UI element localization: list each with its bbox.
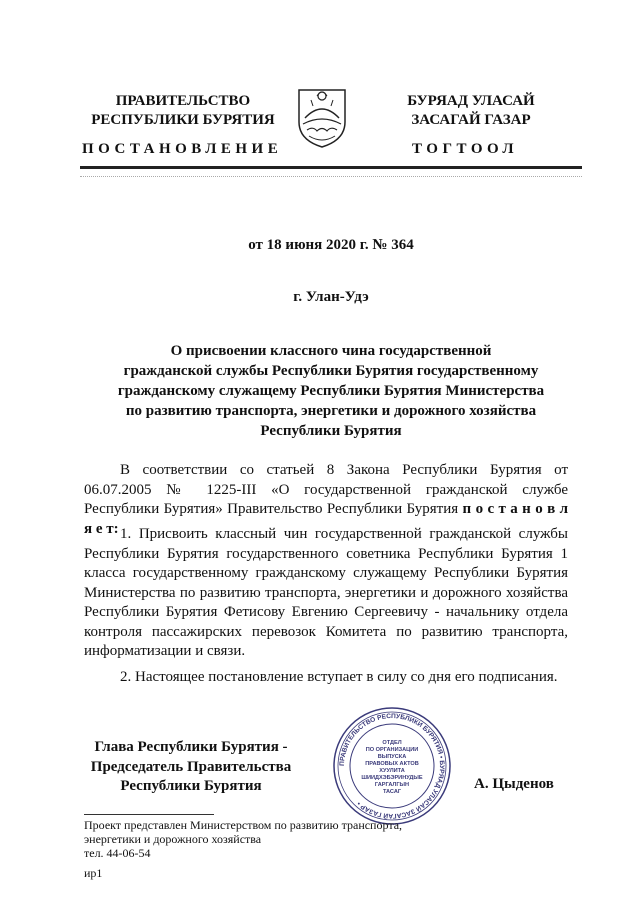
svg-text:ШИИДХЭБЭРИНУДЫЕ: ШИИДХЭБЭРИНУДЫЕ bbox=[361, 775, 423, 781]
official-seal-stamp bbox=[330, 704, 454, 828]
item-2: 2. Настоящее постановление вступает в силу со дня его подписания. bbox=[120, 669, 558, 685]
footnote-line: Проект представлен Министерством по развитию транспорта, bbox=[84, 818, 403, 832]
title-line: О присвоении классного чина государственной bbox=[170, 343, 492, 359]
svg-text:ПРАВОВЫХ АКТОВ: ПРАВОВЫХ АКТОВ bbox=[365, 761, 419, 767]
svg-text:ОТДЕЛ: ОТДЕЛ bbox=[382, 740, 402, 746]
gov-name-bur-line2: ЗАСАГАЙ ГАЗАР bbox=[411, 112, 531, 128]
doc-type-bur: ТОГТООЛ bbox=[412, 141, 519, 157]
title-line: гражданской службы Республики Бурятия государственному bbox=[123, 363, 539, 379]
signatory-title bbox=[84, 738, 298, 797]
gov-name-ru bbox=[88, 92, 278, 130]
header-rule bbox=[80, 166, 582, 169]
signatory-title-line: Республики Бурятия bbox=[120, 778, 262, 794]
preamble-text: В соответствии со статьей 8 Закона Республики Бурятия от 06.07.2005 № 1225-III «О государственной гражданской службе Республики Бурятия» Правительство Республики Бурятия bbox=[84, 462, 568, 517]
gov-name-ru-line1: ПРАВИТЕЛЬСТВО bbox=[115, 93, 251, 109]
footnote-rule bbox=[84, 814, 214, 815]
gov-name-bur-line1: БУРЯАД УЛАСАЙ bbox=[407, 93, 535, 109]
title-line: гражданскому служащему Республики Бурятия Министерства bbox=[117, 383, 545, 399]
footnote-line: энергетики и дорожного хозяйства bbox=[84, 832, 262, 846]
signatory-title-line: Глава Республики Бурятия - bbox=[94, 739, 288, 755]
title-line: Республики Бурятия bbox=[260, 423, 402, 439]
header-dotted-rule bbox=[80, 176, 582, 177]
coat-of-arms-emblem bbox=[295, 84, 349, 150]
svg-text:ВЫПУСКА: ВЫПУСКА bbox=[377, 754, 407, 760]
svg-text:ТАСАГ: ТАСАГ bbox=[382, 789, 402, 795]
document-code: ир1 bbox=[84, 866, 103, 880]
gov-name-bur bbox=[376, 92, 566, 130]
signatory-name: А. Цыденов bbox=[474, 776, 554, 792]
title-line: по развитию транспорта, энергетики и дорожного хозяйства bbox=[125, 403, 537, 419]
svg-text:ПРАВИТЕЛЬСТВО РЕСПУБЛИКИ БУРЯТ: ПРАВИТЕЛЬСТВО РЕСПУБЛИКИ БУРЯТИЯ • БУРЯАД УЛАСАЙ ЗАСАГАЙ ГАЗАР • bbox=[338, 712, 446, 820]
doc-type-ru: ПОСТАНОВЛЕНИЕ bbox=[82, 141, 283, 157]
signatory-title-line: Председатель Правительства bbox=[90, 758, 292, 775]
decree-word: п о с т а н о в л я е т: bbox=[84, 501, 569, 537]
svg-text:ХУУЛИТА: ХУУЛИТА bbox=[379, 768, 405, 774]
document-title bbox=[80, 341, 582, 441]
svg-text:ГАРГАЛГЫН: ГАРГАЛГЫН bbox=[374, 782, 410, 788]
city: г. Улан-Удэ bbox=[293, 289, 369, 305]
footnote bbox=[84, 818, 402, 860]
date-number: от 18 июня 2020 г. № 364 bbox=[248, 237, 414, 253]
footnote-phone: тел. 44-06-54 bbox=[84, 846, 151, 860]
item-1: 1. Присвоить классный чин государственной гражданской службы Республики Бурятия государственного советника Республики Бурятия 1 класса государственному гражданскому служащему Республики Бурятия Министерства по развитию транспорта, энергетики и дорожного хозяйства Республики Бурятия Фетисову Евгению Сергеевичу - начальнику отдела контроля пассажирских перевозок Комитета по развитию транспорта, информатизации и связи. bbox=[84, 526, 568, 659]
svg-text:ПО ОРГАНИЗАЦИИ: ПО ОРГАНИЗАЦИИ bbox=[365, 747, 419, 753]
gov-name-ru-line2: РЕСПУБЛИКИ БУРЯТИЯ bbox=[91, 112, 275, 128]
